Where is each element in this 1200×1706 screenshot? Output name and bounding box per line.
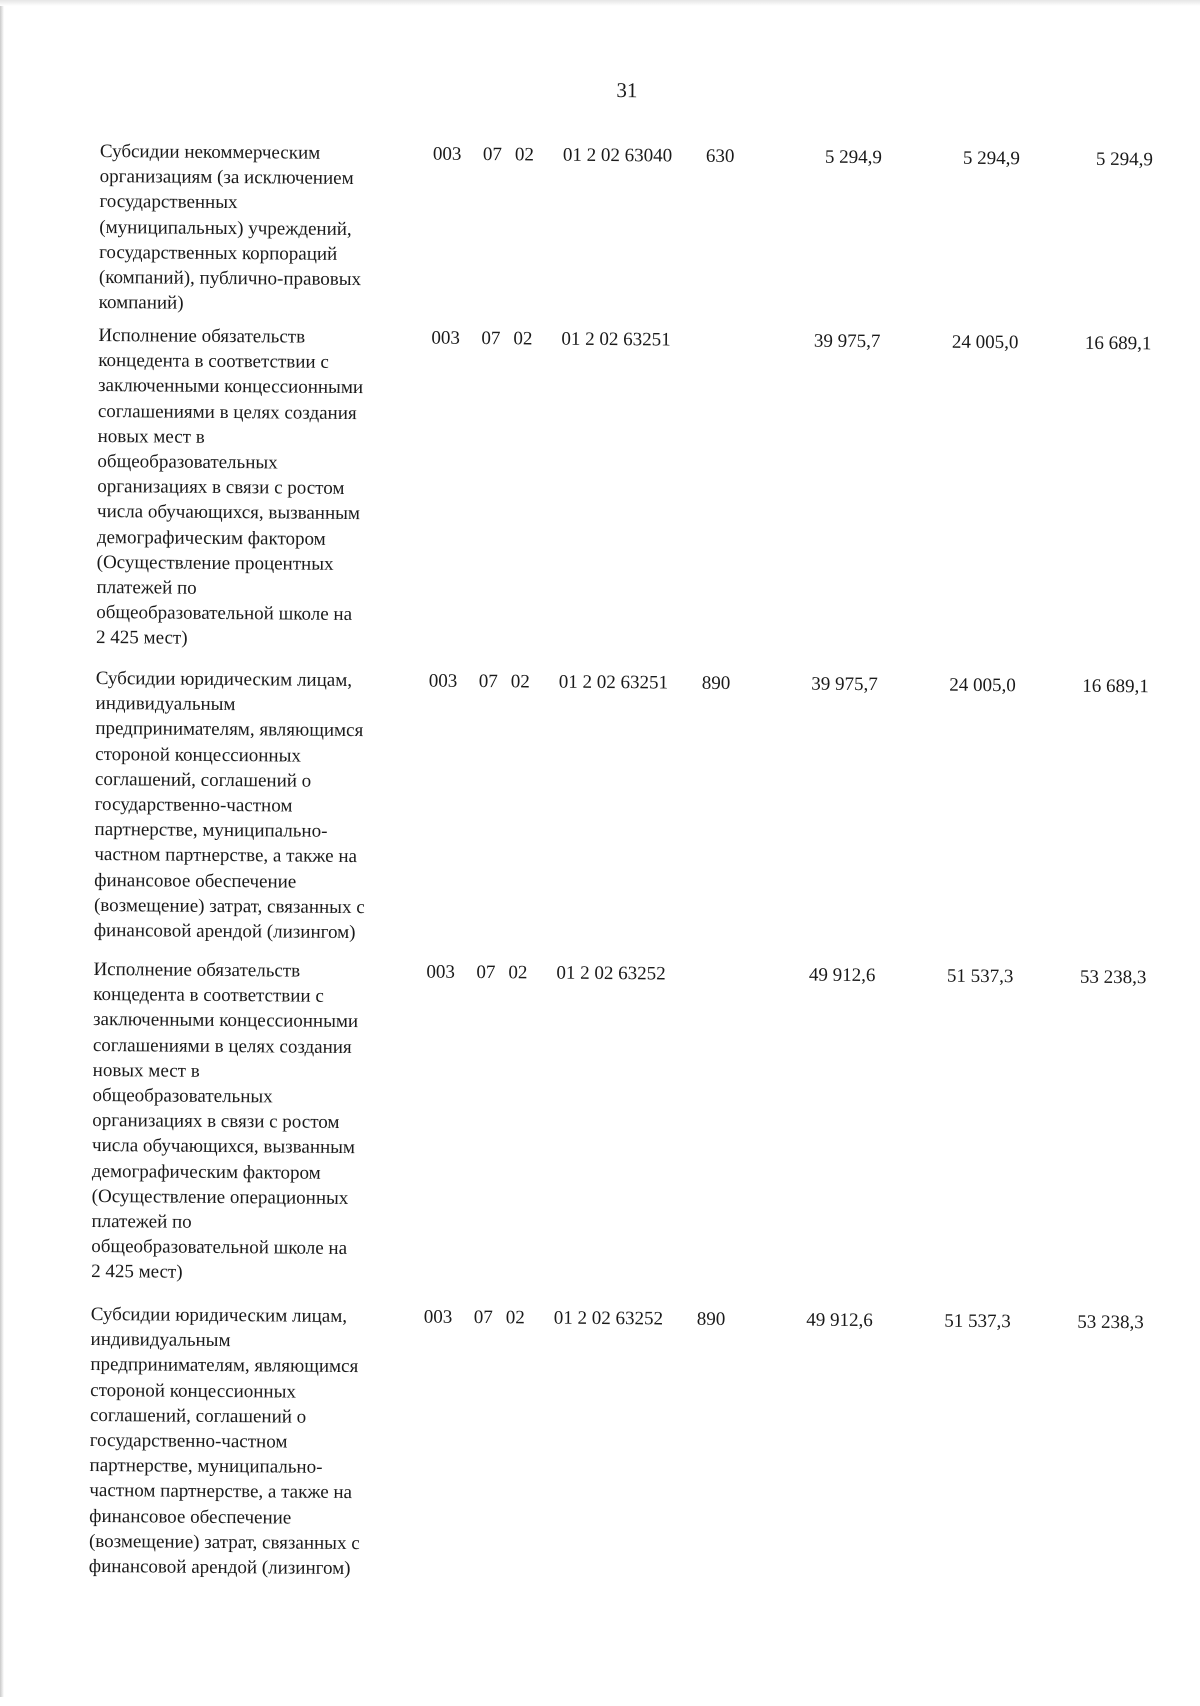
- row-name: Субсидии некоммерческим организациям (за исключением государственных (муниципальных) учреждений, государственных корпораций (компаний), публично-правовых компаний): [98, 140, 362, 314]
- row-amount-year3: 53 238,3: [1077, 1311, 1144, 1334]
- row-pr: 02: [514, 144, 534, 166]
- table-row: [0, 1301, 1191, 1580]
- row-rz: 07: [478, 670, 498, 693]
- table-row: [0, 665, 1196, 944]
- row-amount-year2: 51 537,3: [946, 965, 1014, 988]
- row-rz: 07: [482, 144, 502, 166]
- row-amount-year1: 49 912,6: [808, 964, 876, 987]
- row-amount-year1: 5 294,9: [824, 146, 882, 169]
- row-csr: 01 2 02 63251: [561, 328, 671, 351]
- row-amount-year1: 49 912,6: [806, 1309, 873, 1332]
- row-csr: 01 2 02 63040: [562, 144, 673, 167]
- row-vr: 630: [705, 145, 735, 167]
- row-pr: 02: [510, 671, 530, 693]
- row-amount-year1: 39 975,7: [811, 673, 878, 696]
- row-amount-year1: 39 975,7: [813, 330, 881, 353]
- row-pr: 02: [508, 962, 528, 984]
- row-csr: 01 2 02 63252: [556, 962, 666, 985]
- row-amount-year2: 24 005,0: [949, 674, 1016, 697]
- row-name: Субсидии юридическим лицам, индивидуальным предпринимателям, являющимся стороной концессионных соглашений, соглашений о государственно-частном партнерстве, муниципально- частном партнерстве, а также на финансовое обеспечение (возмещение) затрат, связанных с финансовой арендой (лизингом): [93, 667, 365, 944]
- row-name: Субсидии юридическим лицам, индивидуальным предпринимателям, являющимся стороной концессионных соглашений, соглашений о государственно-частном партнерстве, муниципально- частном партнерстве, а также на финансовое обеспечение (возмещение) затрат, связанных с финансовой арендой (лизингом): [88, 1303, 360, 1580]
- table-row: [0, 322, 1199, 650]
- row-ved: 003: [428, 670, 458, 692]
- table-row: [0, 956, 1194, 1284]
- row-amount-year3: 53 238,3: [1079, 966, 1147, 989]
- row-ved: 003: [432, 143, 462, 165]
- row-rz: 07: [473, 1306, 493, 1329]
- row-pr: 02: [505, 1307, 525, 1329]
- row-amount-year3: 16 689,1: [1084, 332, 1152, 355]
- row-amount-year2: 5 294,9: [962, 147, 1020, 170]
- row-csr: 01 2 02 63251: [558, 671, 669, 694]
- row-amount-year3: 16 689,1: [1082, 675, 1149, 698]
- page-number: 31: [616, 78, 638, 103]
- row-amount-year3: 5 294,9: [1095, 148, 1153, 171]
- row-ved: 003: [423, 1306, 453, 1328]
- row-csr: 01 2 02 63252: [553, 1307, 664, 1330]
- row-amount-year2: 24 005,0: [951, 331, 1019, 354]
- row-ved: 003: [431, 327, 461, 349]
- row-name: Исполнение обязательств концедента в соответствии с заключенными концессионными соглашениями в целях создания новых мест в общеобразовательных организациях в связи с ростом числа обучающихся, вызванным демографическим фактором (Осуществление процентных платежей по общеобразовательной школе на 2 425 мест): [96, 324, 364, 650]
- row-pr: 02: [513, 328, 533, 350]
- row-rz: 07: [476, 961, 496, 984]
- row-vr: 890: [701, 672, 731, 694]
- row-rz: 07: [481, 328, 501, 350]
- row-ved: 003: [426, 961, 456, 983]
- table-row: [0, 138, 1200, 314]
- row-name: Исполнение обязательств концедента в соответствии с заключенными концессионными соглашениями в целях создания новых мест в общеобразовательных организациях в связи с ростом числа обучающихся, вызванным демографическим фактором (Осуществление операционных платежей по общеобразовательной школе на 2 425 мест): [91, 958, 359, 1284]
- row-vr: 890: [696, 1308, 726, 1330]
- row-amount-year2: 51 537,3: [944, 1310, 1011, 1333]
